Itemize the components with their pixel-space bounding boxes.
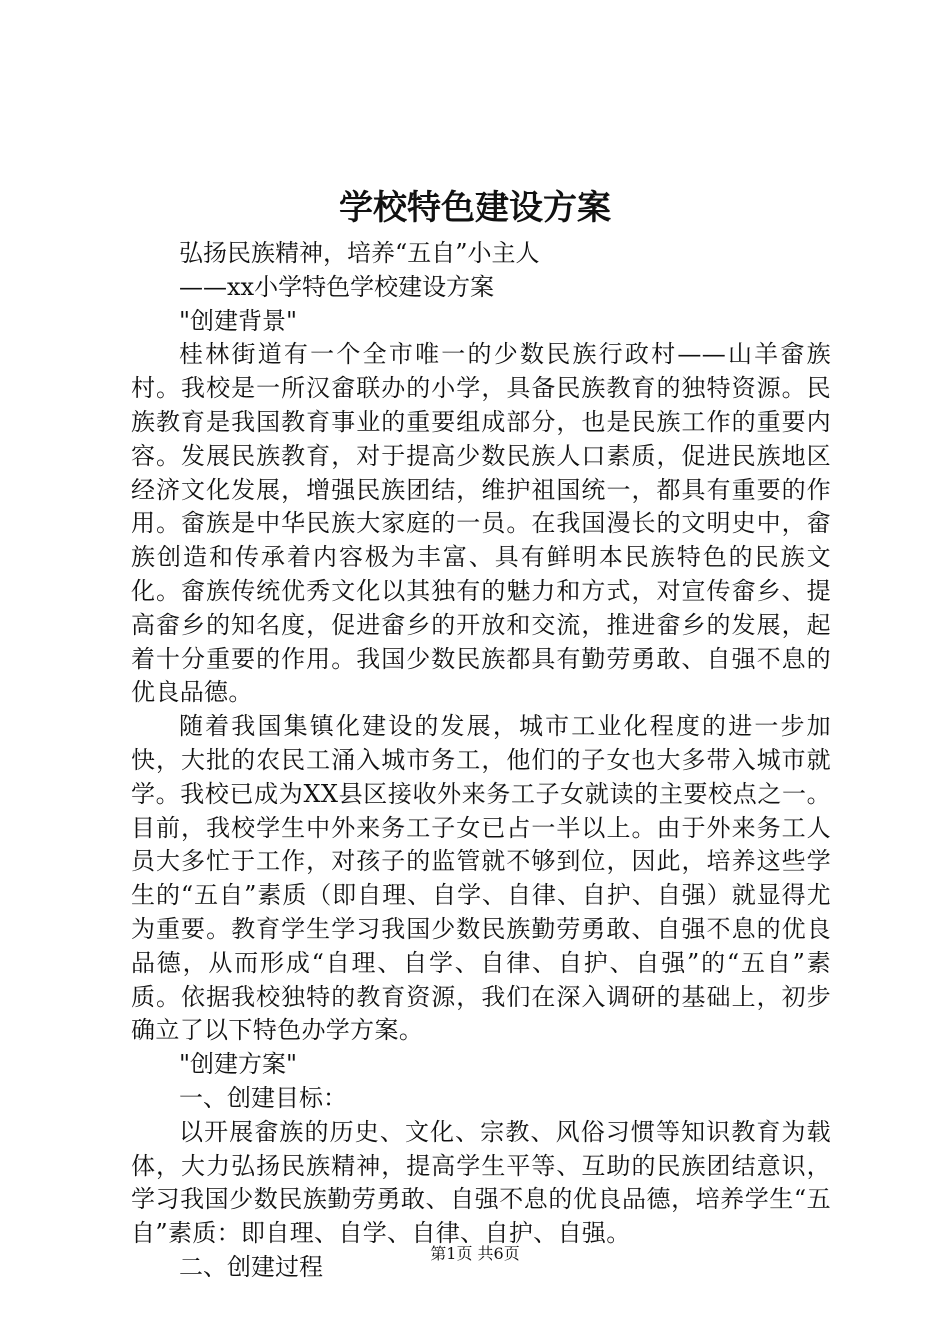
paragraph-goal: 以开展畲族的历史、文化、宗教、风俗习惯等知识教育为载体，大力弘扬民族精神，提高学生平等、互助的民族团结意识，学习我国少数民族勤劳勇敢、自强不息的优良品德，培养学生“五自”素质：即自理、自学、自律、自护、自强。 <box>131 1117 831 1248</box>
document-subtitle: 弘扬民族精神，培养“五自”小主人 <box>179 239 540 267</box>
heading-process: 二、创建过程 <box>179 1252 323 1281</box>
page-footer: 第1页 共6页 <box>430 1244 520 1263</box>
heading-goal: 一、创建目标： <box>179 1083 347 1112</box>
paragraph-background-2: 随着我国集镇化建设的发展，城市工业化程度的进一步加快，大批的农民工涌入城市务工，他们的子女也大多带入城市就学。我校已成为XX县区接收外来务工子女就读的主要校点之一。目前，我校学生中外来务工子女已占一半以上。由于外来务工人员大多忙于工作，对孩子的监管就不够到位，因此，培养这些学生的“五自”素质（即自理、自学、自律、自护、自强）就显得尤为重要。教育学生学习我国少数民族勤劳勇敢、自强不息的优良品德，从而形成“自理、自学、自律、自护、自强”的“五自”素质。依据我校独特的教育资源，我们在深入调研的基础上，初步确立了以下特色办学方案。 <box>131 712 831 1045</box>
document-sub-subtitle: ——xx小学特色学校建设方案 <box>179 272 495 301</box>
document-body <box>131 237 831 1285</box>
section-heading-plan: "创建方案" <box>179 1050 298 1079</box>
section-heading-background: "创建背景" <box>179 306 298 335</box>
paragraph-background-1: 桂林街道有一个全市唯一的少数民族行政村——山羊畲族村。我校是一所汉畲联办的小学，具备民族教育的独特资源。民族教育是我国教育事业的重要组成部分，也是民族工作的重要内容。发展民族教育，对于提高少数民族人口素质，促进民族地区经济文化发展，增强民族团结，维护祖国统一，都具有重要的作用。畲族是中华民族大家庭的一员。在我国漫长的文明史中，畲族创造和传承着内容极为丰富、具有鲜明本民族特色的民族文化。畲族传统优秀文化以其独有的魅力和方式，对宣传畲乡、提高畲乡的知名度，促进畲乡的开放和交流，推进畲乡的发展，起着十分重要的作用。我国少数民族都具有勤劳勇敢、自强不息的优良品德。 <box>131 340 831 707</box>
document-title: 学校特色建设方案 <box>339 188 611 228</box>
